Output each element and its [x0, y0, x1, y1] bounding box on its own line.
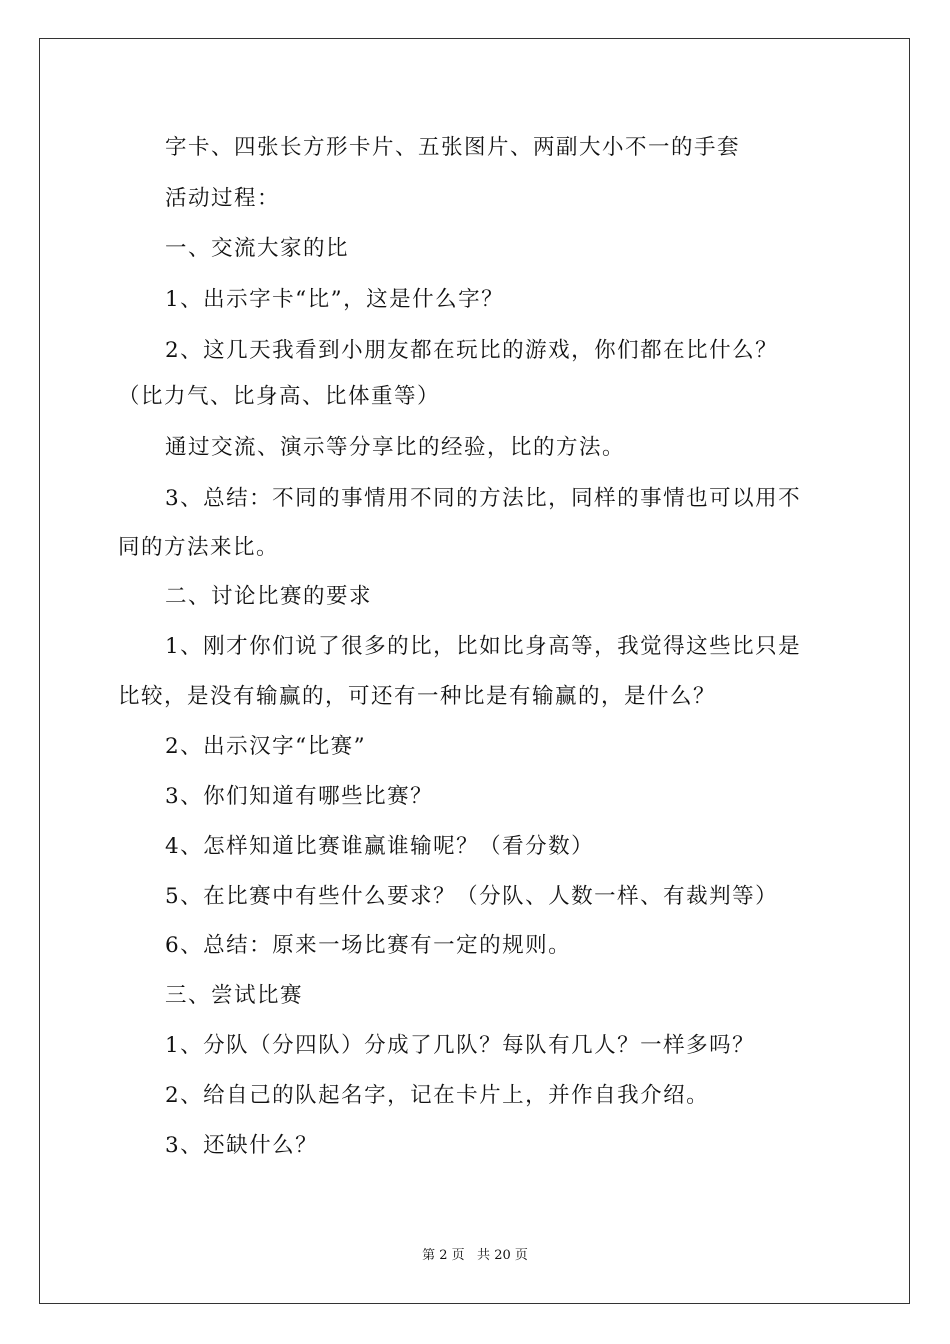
- text-line-16: 5、在比赛中有些什么要求？（分队、人数一样、有裁判等）: [165, 884, 779, 909]
- text-line-2: 活动过程：: [165, 186, 281, 211]
- text-line-8: 3、总结：不同的事情用不同的方法比，同样的事情也可以用不: [165, 486, 802, 511]
- text-line-9: 同的方法来比。: [118, 535, 280, 560]
- text-line-1: 字卡、四张长方形卡片、五张图片、两副大小不一的手套: [165, 135, 741, 160]
- text-line-10: 二、讨论比赛的要求: [165, 584, 373, 609]
- text-line-3: 一、交流大家的比: [165, 236, 350, 261]
- text-line-15: 4、怎样知道比赛谁赢谁输呢？（看分数）: [165, 834, 595, 859]
- text-line-20: 2、给自己的队起名字，记在卡片上，并作自我介绍。: [165, 1083, 710, 1108]
- page-border: [39, 38, 910, 1304]
- text-line-21: 3、还缺什么？: [165, 1133, 319, 1158]
- text-line-14: 3、你们知道有哪些比赛？: [165, 784, 434, 809]
- text-line-6: （比力气、比身高、比体重等）: [118, 384, 441, 409]
- text-line-5: 2、这几天我看到小朋友都在玩比的游戏，你们都在比什么？: [165, 338, 779, 363]
- page-number-footer: 第 2 页 共 20 页: [422, 1248, 528, 1263]
- text-line-19: 1、分队（分四队）分成了几队？每队有几人？一样多吗？: [165, 1033, 756, 1058]
- text-line-4: 1、出示字卡“比”，这是什么字？: [165, 287, 505, 312]
- text-line-17: 6、总结：原来一场比赛有一定的规则。: [165, 933, 572, 958]
- text-line-11: 1、刚才你们说了很多的比，比如比身高等，我觉得这些比只是: [165, 634, 802, 659]
- text-line-7: 通过交流、演示等分享比的经验，比的方法。: [165, 435, 626, 460]
- text-line-18: 三、尝试比赛: [165, 983, 304, 1008]
- text-line-12: 比较，是没有输赢的，可还有一种比是有输赢的，是什么？: [118, 684, 717, 709]
- text-line-13: 2、出示汉字“比赛”: [165, 734, 367, 759]
